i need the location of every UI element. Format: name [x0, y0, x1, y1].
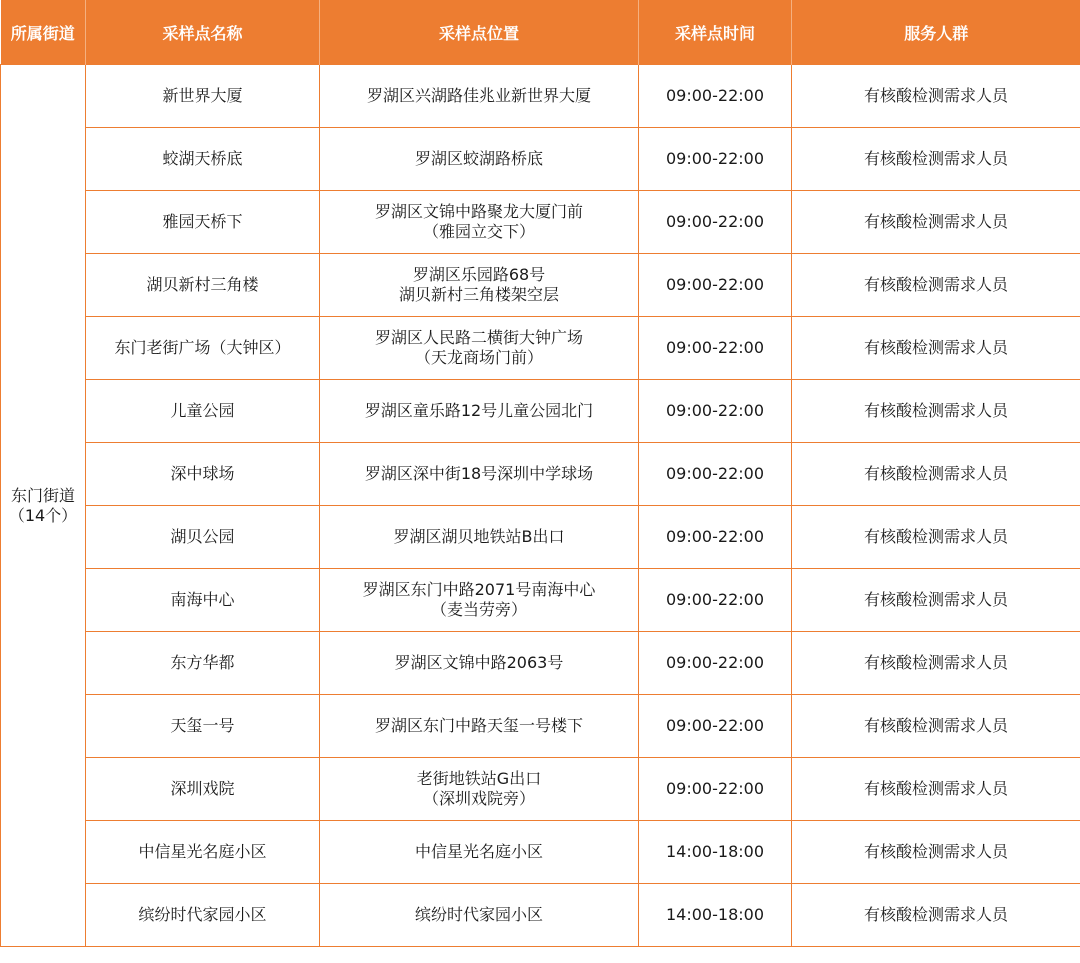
service-group-cell: 有核酸检测需求人员	[792, 506, 1080, 569]
site-time-cell: 09:00-22:00	[639, 569, 792, 632]
site-location-line: （天龙商场门前）	[414, 348, 543, 367]
site-location-cell	[320, 191, 639, 254]
site-time-cell: 09:00-22:00	[639, 65, 792, 128]
table-body	[1, 65, 1080, 947]
site-time-cell: 09:00-22:00	[639, 758, 792, 821]
site-name-cell: 南海中心	[86, 569, 320, 632]
site-time-cell: 09:00-22:00	[639, 695, 792, 758]
table-row	[1, 821, 1080, 884]
site-location-cell	[320, 758, 639, 821]
service-group-cell: 有核酸检测需求人员	[792, 443, 1080, 506]
site-name-cell: 湖贝公园	[86, 506, 320, 569]
table-row	[1, 380, 1080, 443]
service-group-cell: 有核酸检测需求人员	[792, 632, 1080, 695]
table-row	[1, 884, 1080, 947]
street-cell	[1, 65, 86, 947]
table-row	[1, 695, 1080, 758]
site-name-cell: 深圳戏院	[86, 758, 320, 821]
site-location-line: （深圳戏院旁）	[422, 789, 535, 808]
table-row	[1, 569, 1080, 632]
site-name-cell: 蛟湖天桥底	[86, 128, 320, 191]
service-group-cell: 有核酸检测需求人员	[792, 128, 1080, 191]
street-name: 东门街道	[10, 485, 75, 505]
table-row	[1, 443, 1080, 506]
site-location-line: 罗湖区东门中路天玺一号楼下	[374, 716, 583, 735]
table-row	[1, 191, 1080, 254]
site-time-cell: 14:00-18:00	[639, 821, 792, 884]
site-time-cell: 09:00-22:00	[639, 191, 792, 254]
site-location-cell	[320, 317, 639, 380]
site-location-line: 罗湖区童乐路12号儿童公园北门	[364, 401, 594, 420]
table-row	[1, 506, 1080, 569]
site-location-cell	[320, 65, 639, 128]
service-group-cell: 有核酸检测需求人员	[792, 65, 1080, 128]
site-time-cell: 09:00-22:00	[639, 254, 792, 317]
site-location-line: 罗湖区文锦中路聚龙大厦门前	[374, 202, 583, 221]
site-location-cell	[320, 254, 639, 317]
service-group-cell: 有核酸检测需求人员	[792, 254, 1080, 317]
site-name-cell: 深中球场	[86, 443, 320, 506]
header-service-group: 服务人群	[792, 0, 1080, 65]
site-location-cell	[320, 443, 639, 506]
table-row	[1, 317, 1080, 380]
table-row	[1, 758, 1080, 821]
site-name-cell: 缤纷时代家园小区	[86, 884, 320, 947]
table-row	[1, 632, 1080, 695]
site-time-cell: 14:00-18:00	[639, 884, 792, 947]
site-location-line: （麦当劳旁）	[430, 600, 527, 619]
header-site-time: 采样点时间	[639, 0, 792, 65]
table-row	[1, 65, 1080, 128]
service-group-cell: 有核酸检测需求人员	[792, 695, 1080, 758]
site-location-cell	[320, 695, 639, 758]
site-name-cell: 雅园天桥下	[86, 191, 320, 254]
site-location-line: 老街地铁站G出口	[416, 769, 542, 788]
site-location-cell	[320, 128, 639, 191]
site-location-cell	[320, 821, 639, 884]
service-group-cell: 有核酸检测需求人员	[792, 317, 1080, 380]
service-group-cell: 有核酸检测需求人员	[792, 380, 1080, 443]
site-location-cell	[320, 632, 639, 695]
site-name-cell: 东门老街广场（大钟区）	[86, 317, 320, 380]
site-location-line: 罗湖区深中街18号深圳中学球场	[364, 464, 594, 483]
site-location-line: （雅园立交下）	[422, 222, 535, 241]
site-location-cell	[320, 506, 639, 569]
site-time-cell: 09:00-22:00	[639, 506, 792, 569]
site-time-cell: 09:00-22:00	[639, 632, 792, 695]
table-row	[1, 254, 1080, 317]
site-name-cell: 中信星光名庭小区	[86, 821, 320, 884]
service-group-cell: 有核酸检测需求人员	[792, 758, 1080, 821]
header-street: 所属街道	[1, 0, 86, 65]
site-name-cell: 东方华都	[86, 632, 320, 695]
site-location-cell	[320, 569, 639, 632]
table-header-row	[1, 0, 1080, 65]
header-site-location: 采样点位置	[320, 0, 639, 65]
site-time-cell: 09:00-22:00	[639, 317, 792, 380]
site-location-line: 罗湖区乐园路68号	[412, 265, 546, 284]
site-location-cell	[320, 380, 639, 443]
site-name-cell: 新世界大厦	[86, 65, 320, 128]
site-time-cell: 09:00-22:00	[639, 380, 792, 443]
site-time-cell: 09:00-22:00	[639, 128, 792, 191]
site-location-line: 罗湖区兴湖路佳兆业新世界大厦	[366, 86, 591, 105]
site-location-line: 湖贝新村三角楼架空层	[398, 285, 559, 304]
site-location-line: 缤纷时代家园小区	[414, 905, 543, 924]
site-name-cell: 天玺一号	[86, 695, 320, 758]
site-location-line: 罗湖区蛟湖路桥底	[414, 149, 543, 168]
street-site-count: （14个）	[8, 505, 78, 525]
site-name-cell: 儿童公园	[86, 380, 320, 443]
site-time-cell: 09:00-22:00	[639, 443, 792, 506]
site-location-line: 中信星光名庭小区	[414, 842, 543, 861]
site-location-line: 罗湖区人民路二横街大钟广场	[374, 328, 583, 347]
site-location-line: 罗湖区文锦中路2063号	[394, 653, 564, 672]
header-site-name: 采样点名称	[86, 0, 320, 65]
service-group-cell: 有核酸检测需求人员	[792, 821, 1080, 884]
site-location-line: 罗湖区湖贝地铁站B出口	[393, 527, 565, 546]
service-group-cell: 有核酸检测需求人员	[792, 569, 1080, 632]
site-name-cell: 湖贝新村三角楼	[86, 254, 320, 317]
site-location-cell	[320, 884, 639, 947]
site-location-line: 罗湖区东门中路2071号南海中心	[362, 580, 596, 599]
table-row	[1, 128, 1080, 191]
service-group-cell: 有核酸检测需求人员	[792, 884, 1080, 947]
service-group-cell: 有核酸检测需求人员	[792, 191, 1080, 254]
